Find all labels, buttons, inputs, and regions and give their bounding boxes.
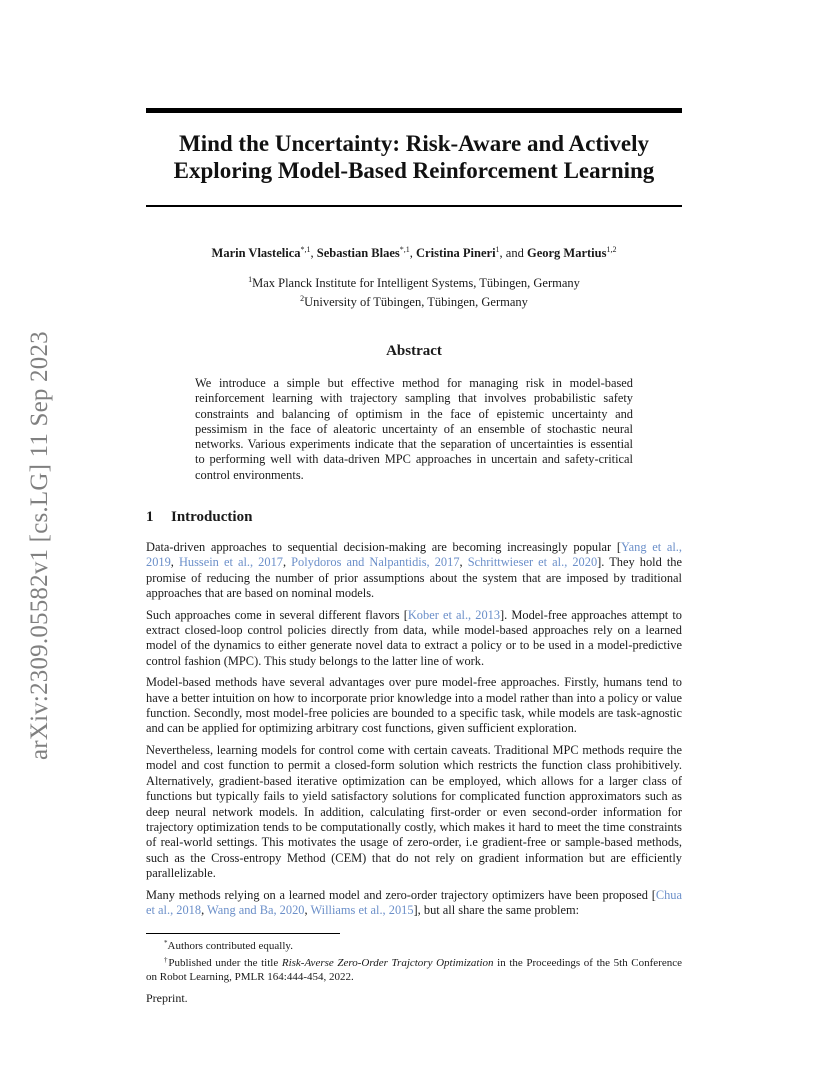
abstract-heading: Abstract (386, 343, 442, 359)
footnote-mark: * (164, 939, 168, 947)
citation-link[interactable]: Schrittwieser et al., 2020 (467, 555, 598, 570)
paragraph-text: Many methods relying on a learned model and zero-order trajectory optimizers have been proposed [ (146, 887, 656, 902)
paragraph-text: , (282, 555, 292, 570)
citation-link[interactable]: Kober et al., 2013 (407, 607, 501, 622)
paragraph-text: , (170, 555, 179, 570)
footnote-text: Authors contributed equally. (167, 940, 293, 952)
footnote-text: in the Proceedings of the 5th Conference on Robot Learning, PMLR 164:444-454, 2022. (146, 957, 683, 983)
author-affiliation-mark: 1 (495, 245, 500, 254)
author-separator: , (310, 246, 317, 260)
body-paragraph (146, 675, 682, 737)
paper-title (146, 130, 682, 184)
affiliation-list (146, 272, 682, 310)
paper-title-line-1: Mind the Uncertainty: Risk-Aware and Actively (179, 131, 649, 156)
paragraph-text: ], but all share the same problem: (413, 902, 580, 917)
footnote-text: Published under the title (168, 957, 282, 969)
introduction-body (146, 540, 682, 924)
citation-link[interactable]: Wang and Ba, 2020 (207, 902, 305, 917)
citation-link[interactable]: Chua et al., 2018 (146, 887, 682, 917)
paper-title-line-2: Exploring Model-Based Reinforcement Learning (173, 158, 655, 183)
paragraph-text: Model-based methods have several advantages over pure model-free approaches. Firstly, humans tend to have a better intuition on how to incorporate prior knowledge into a model rather than into a policy or value function. Secondly, most model-free policies are bounded to a specific task, while models are task-agnostic and can be applied for optimizing arbitrary cost functions, given sufficient exploration. (146, 675, 682, 736)
author-name: Cristina Pineri (416, 246, 496, 260)
footnote-title-italic: Risk-Averse Zero-Order Trajctory Optimization (281, 957, 494, 969)
affiliation-text: University of Tübingen, Tübingen, Germany (304, 295, 528, 309)
author-affiliation-mark: *,1 (300, 245, 311, 254)
title-rule-top (146, 108, 682, 113)
abstract-text: We introduce a simple but effective method for managing risk in model-based reinforcement learning with trajectory sampling that involves probabilistic safety constraints and balancing of optimism in the face of epistemic uncertainty and pessimism in the face of aleatoric uncertainty of an ensemble of stochastic neural networks. Various experiments indicate that the separation of uncertainties is essential to performing well with data-driven MPC approaches in uncertain and safety-critical control environments. (195, 376, 633, 482)
arxiv-identifier-stamp: arXiv:2309.05582v1 [cs.LG] 11 Sep 2023 (26, 331, 53, 760)
citation-link[interactable]: Hussein et al., 2017 (178, 555, 283, 570)
section-title: Introduction (171, 509, 253, 525)
affiliation-text: Max Planck Institute for Intelligent Systems, Tübingen, Germany (252, 276, 580, 290)
citation-link[interactable]: Polydoros and Nalpantidis, 2017 (291, 555, 460, 570)
author-affiliation-mark: *,1 (399, 245, 410, 254)
paragraph-text: , (201, 902, 208, 917)
paragraph-text: Such approaches come in several different flavors [ (146, 607, 408, 622)
author-list (146, 242, 682, 261)
body-paragraph (146, 608, 682, 670)
footnote (146, 936, 682, 953)
footnote (146, 953, 682, 984)
body-paragraph (146, 743, 682, 882)
citation-link[interactable]: Williams et al., 2015 (310, 902, 414, 917)
paragraph-text: ]. They hold the promise of reducing the number of prior assumptions about the system that are imposed by traditional approaches that are based on nominal models. (146, 555, 682, 601)
footnote-mark: † (164, 956, 169, 964)
body-paragraph (146, 888, 682, 919)
citation-link[interactable]: Yang et al., 2019 (146, 540, 682, 570)
title-rule-bottom (146, 205, 682, 207)
paragraph-text: , (459, 555, 468, 570)
preprint-label: Preprint. (146, 991, 188, 1005)
footnotes (146, 936, 682, 984)
author-name: Georg Martius (526, 246, 607, 260)
author-name: Sebastian Blaes (316, 246, 400, 260)
footnote-rule (146, 933, 340, 934)
paragraph-text: Nevertheless, learning models for control come with certain caveats. Traditional MPC methods require the model and cost function to permit a closed-form solution which restricts the function class prohibitively. Alternatively, gradient-based iterative optimization can be employed, which allows for a larger class of functions but typically fails to yield satisfactory solutions for complicated function approximators such as deep neural network models. In addition, calculating first-order or even second-order information for trajectory optimization tends to be computationally costly, which makes it hard to meet the time constraints of real-world settings. This motivates the usage of zero-order, i.e gradient-free or sample-based methods, such as the Cross-entropy Method (CEM) that do not rely on gradient information but are efficiently parallelizable. (146, 742, 682, 881)
affiliation-mark: 1 (248, 275, 253, 284)
section-heading (146, 507, 682, 527)
author-name: Marin Vlastelica (211, 246, 301, 260)
paragraph-text: , (304, 902, 311, 917)
section-number: 1 (146, 509, 154, 525)
author-conjunction: , and (499, 246, 527, 260)
paragraph-text: ]. Model-free approaches attempt to extract closed-loop control policies directly from data, while model-based approaches rely on a learned model of the dynamics to either generate novel data to extract a policy or to be used in a model-predictive control fashion (MPC). This study belongs to the latter line of work. (146, 607, 682, 668)
body-paragraph (146, 540, 682, 602)
author-separator: , (409, 246, 417, 260)
author-affiliation-mark: 1,2 (606, 245, 617, 254)
paragraph-text: Data-driven approaches to sequential decision-making are becoming increasingly popular [ (146, 540, 621, 554)
affiliation-mark: 2 (300, 294, 305, 303)
